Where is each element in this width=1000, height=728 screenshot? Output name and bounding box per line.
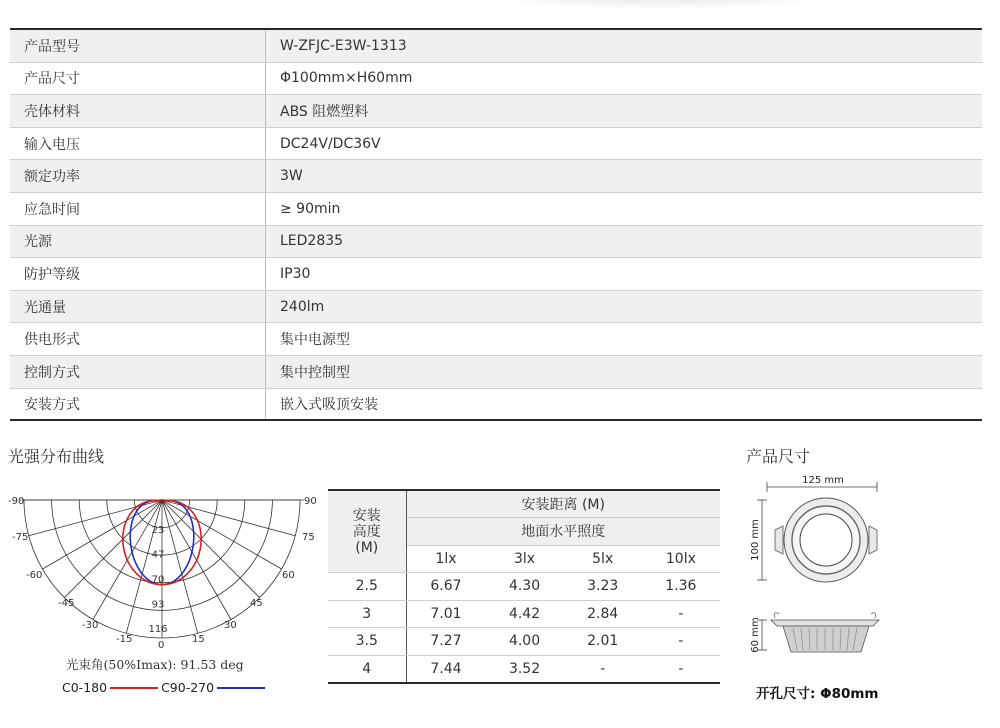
- spec-value: LED2835: [280, 233, 344, 250]
- ring-label: 93: [151, 599, 165, 611]
- spec-key: 输入电压: [10, 128, 266, 160]
- angle-label: 45: [250, 598, 263, 609]
- hole-size-label: 开孔尺寸: Φ80mm: [756, 686, 879, 702]
- ring-label: 47: [151, 549, 165, 561]
- spec-row: [10, 323, 982, 356]
- table-row: [328, 628, 720, 656]
- polar-section-title: 光强分布曲线: [8, 447, 105, 466]
- spec-row: [10, 258, 982, 291]
- spec-row: [10, 389, 982, 422]
- spec-key: 控制方式: [10, 356, 266, 388]
- spec-value: W-ZFJC-E3W-1313: [280, 37, 407, 54]
- spec-key: 光源: [10, 226, 266, 258]
- spec-row: [10, 226, 982, 259]
- distance-header: 安装距离 (M): [406, 490, 720, 518]
- height-cell: 2.5: [328, 573, 406, 601]
- height-header: [328, 490, 406, 573]
- diameter-label: 100 mm: [750, 519, 761, 561]
- value-cell: 1.36: [642, 573, 720, 601]
- spec-row: [10, 30, 982, 63]
- column-header: 3lx: [485, 545, 563, 573]
- spec-key: 产品型号: [10, 30, 266, 62]
- value-cell: 7.44: [406, 655, 485, 683]
- column-header: 10lx: [642, 545, 720, 573]
- sub-header: 地面水平照度: [406, 518, 720, 546]
- angle-label: 90: [304, 496, 317, 507]
- polar-legend: [62, 680, 268, 695]
- spec-value: ABS 阻燃塑料: [280, 103, 369, 120]
- angle-label: -30: [82, 620, 99, 631]
- angle-label: 15: [192, 634, 205, 645]
- spec-value: Φ100mm×H60mm: [280, 70, 413, 87]
- table-row: [328, 573, 720, 601]
- value-cell: 3.52: [485, 655, 563, 683]
- angle-label: -75: [12, 532, 29, 543]
- table-row: [328, 600, 720, 628]
- spec-row: [10, 193, 982, 226]
- spec-value: ≥ 90min: [280, 200, 341, 217]
- value-cell: 7.27: [406, 628, 485, 656]
- angle-label: 75: [302, 532, 315, 543]
- width-label: 125 mm: [802, 475, 844, 486]
- spec-value: 240lm: [280, 298, 325, 315]
- ring-label: 70: [151, 574, 165, 586]
- value-cell: 2.84: [564, 600, 642, 628]
- height-header-line3: (M): [355, 539, 379, 556]
- spec-key: 产品尺寸: [10, 63, 266, 95]
- spec-row: [10, 160, 982, 193]
- angle-label: -45: [58, 598, 75, 609]
- spec-key: 防护等级: [10, 258, 266, 290]
- height-cell: 3.5: [328, 628, 406, 656]
- angle-label: 60: [282, 570, 295, 581]
- value-cell: 6.67: [406, 573, 485, 601]
- spec-row: [10, 356, 982, 389]
- value-cell: 4.42: [485, 600, 563, 628]
- spec-key: 额定功率: [10, 160, 266, 192]
- value-cell: -: [564, 655, 642, 683]
- spec-value: 集中电源型: [280, 332, 350, 349]
- legend-c90-line: [217, 687, 265, 689]
- spec-row: [10, 95, 982, 128]
- legend-c0-line: [110, 687, 158, 689]
- spec-row: [10, 63, 982, 96]
- height-header-line1: 安装: [352, 507, 381, 524]
- height-label: 60 mm: [750, 617, 761, 653]
- side-view: [771, 613, 879, 652]
- column-header: 5lx: [564, 545, 642, 573]
- legend-c90-label: C90-270: [161, 680, 215, 695]
- angle-label: -90: [8, 496, 25, 507]
- value-cell: -: [642, 655, 720, 683]
- table-row: [328, 655, 720, 683]
- top-view: [775, 498, 877, 582]
- decorative-shadow: [480, 0, 840, 10]
- angle-label: 0: [158, 640, 165, 651]
- ring-label: 116: [148, 624, 168, 636]
- column-header: 1lx: [406, 545, 485, 573]
- dimension-drawing: [745, 470, 895, 685]
- value-cell: 4.30: [485, 573, 563, 601]
- spec-key: 供电形式: [10, 323, 266, 355]
- value-cell: -: [642, 628, 720, 656]
- polar-intensity-chart: [6, 478, 317, 656]
- height-header-line2: 高度: [352, 523, 381, 540]
- height-cell: 3: [328, 600, 406, 628]
- spec-row: [10, 128, 982, 161]
- value-cell: 4.00: [485, 628, 563, 656]
- spec-key: 应急时间: [10, 193, 266, 225]
- spec-value: 嵌入式吸顶安装: [280, 396, 378, 413]
- spec-key: 安装方式: [10, 389, 266, 420]
- illuminance-table: [328, 489, 720, 684]
- height-cell: 4: [328, 655, 406, 683]
- spec-value: DC24V/DC36V: [280, 135, 381, 152]
- value-cell: 2.01: [564, 628, 642, 656]
- spec-table: [10, 28, 982, 421]
- angle-label: 30: [224, 620, 237, 631]
- dimensions-section-title: 产品尺寸: [746, 447, 811, 466]
- spec-row: [10, 291, 982, 324]
- legend-c0-label: C0-180: [62, 680, 108, 695]
- spec-value: IP30: [280, 265, 311, 282]
- angle-label: -15: [116, 634, 133, 645]
- angle-label: -60: [26, 570, 43, 581]
- value-cell: -: [642, 600, 720, 628]
- beam-angle-caption: 光束角(50%Imax): 91.53 deg: [66, 657, 244, 672]
- value-cell: 7.01: [406, 600, 485, 628]
- ring-label: 23: [151, 524, 165, 536]
- spec-key: 光通量: [10, 291, 266, 323]
- spec-key: 壳体材料: [10, 95, 266, 127]
- spec-value: 3W: [280, 168, 303, 185]
- spec-value: 集中控制型: [280, 364, 350, 381]
- value-cell: 3.23: [564, 573, 642, 601]
